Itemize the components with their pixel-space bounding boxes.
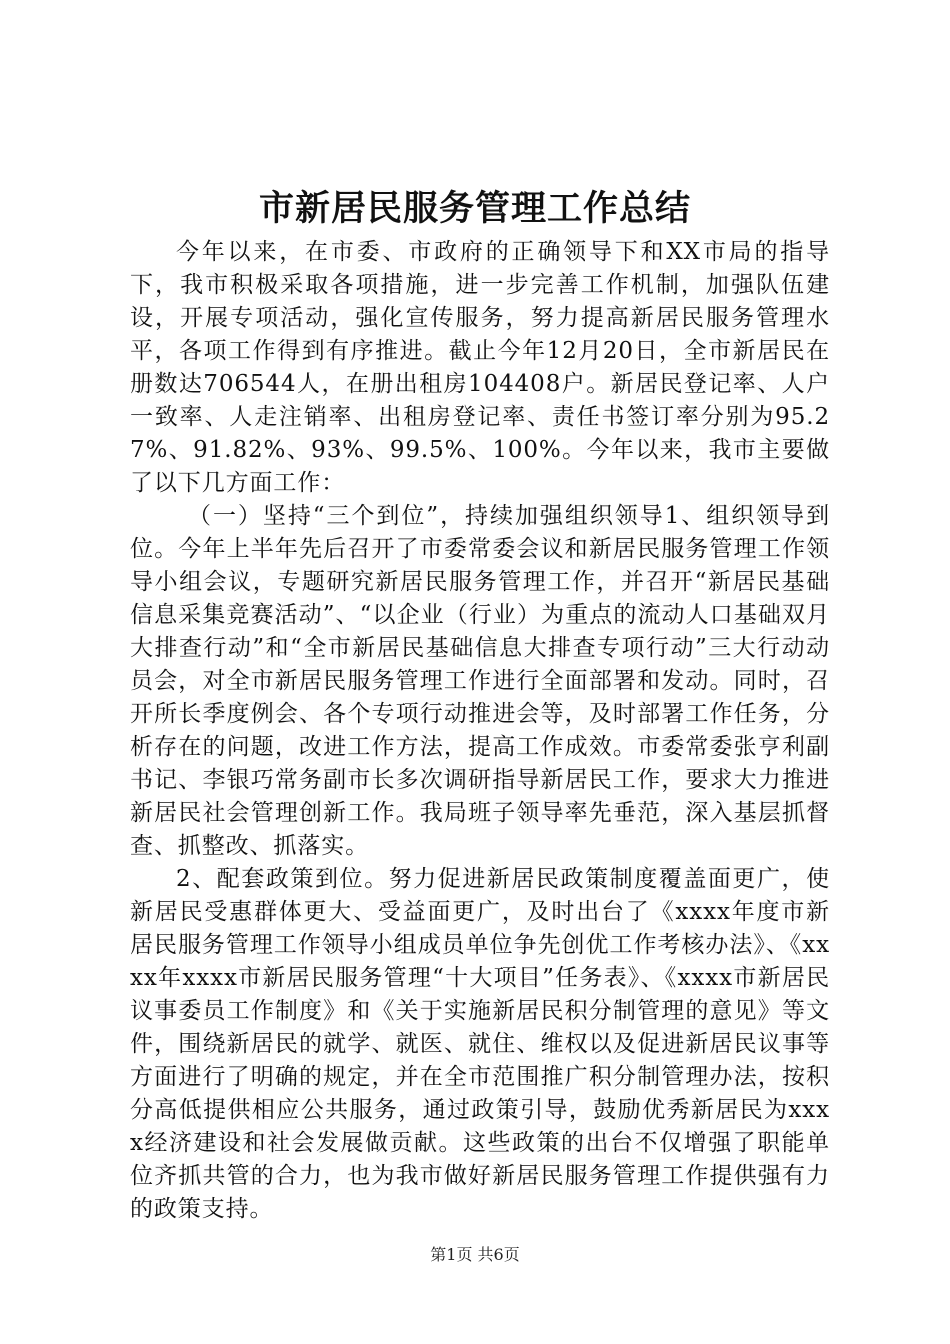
page-number-footer: 第1页 共6页 (430, 1245, 520, 1264)
paragraph-organization-leadership: （一）坚持“三个到位”，持续加强组织领导1、组织领导到位。今年上半年先后召开了市委常委会议和新居民服务管理工作领导小组会议，专题研究新居民服务管理工作，并召开“新居民基础信息采集竞赛活动”、“以企业（行业）为重点的流动人口基础双月大排查行动”和“全市新居民基础信息大排查专项行动”三大行动动员会，对全市新居民服务管理工作进行全面部署和发动。同时，召开所长季度例会、各个专项行动推进会等，及时部署工作任务，分析存在的问题，改进工作方法，提高工作成效。市委常委张亨利副书记、李银巧常务副市长多次调研指导新居民工作，要求大力推进新居民社会管理创新工作。我局班子领导率先垂范，深入基层抓督查、抓整改、抓落实。 (130, 503, 830, 859)
document-title: 市新居民服务管理工作总结 (258, 188, 691, 229)
paragraph-intro: 今年以来，在市委、市政府的正确领导下和XX市局的指导下，我市积极采取各项措施，进一步完善工作机制，加强队伍建设，开展专项活动，强化宣传服务，努力提高新居民服务管理水平，各项工作得到有序推进。截止今年12月20日，全市新居民在册数达706544人，在册出租房104408户。新居民登记率、人户一致率、人走注销率、出租房登记率、责任书签订率分别为95.27%、91.82%、93%、99.5%、100%。今年以来，我市主要做了以下几方面工作： (130, 239, 830, 496)
paragraph-policy-support: 2、配套政策到位。努力促进新居民政策制度覆盖面更广，使新居民受惠群体更大、受益面更广，及时出台了《xxxx年度市新居民服务管理工作领导小组成员单位争先创优工作考核办法》、《xxxx年xxxx市新居民服务管理“十大项目”任务表》、《xxxx市新居民议事委员工作制度》和《关于实施新居民积分制管理的意见》等文件，围绕新居民的就学、就医、就住、维权以及促进新居民议事等方面进行了明确的规定，并在全市范围推广积分制管理办法，按积分高低提供相应公共服务，通过政策引导，鼓励优秀新居民为xxxx经济建设和社会发展做贡献。这些政策的出台不仅增强了职能单位齐抓共管的合力，也为我市做好新居民服务管理工作提供强有力的政策支持。 (130, 866, 830, 1222)
document-body (130, 236, 830, 1226)
